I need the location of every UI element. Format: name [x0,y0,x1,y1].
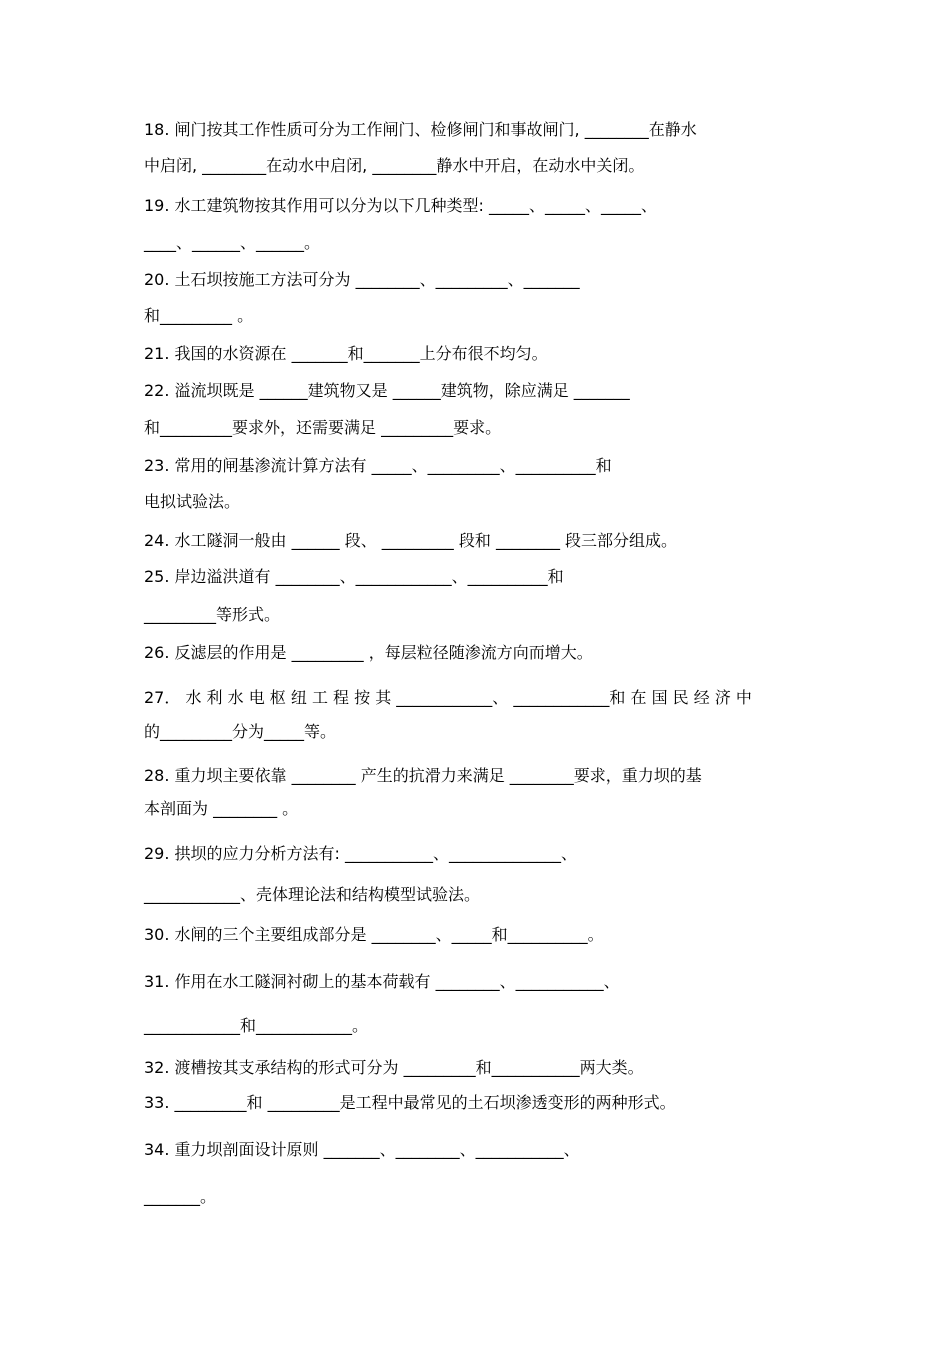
question-23-line-2: 电拟试验法。 [144,492,241,511]
question-32-line-1: 32. 渡槽按其支承结构的形式可分为 _________和___________两大类。 [144,1058,644,1077]
question-26-line-1: 26. 反滤层的作用是 _________ ，每层粒径随渗流方向而增大。 [144,643,593,662]
question-18-line-1: 18. 闸门按其工作性质可分为工作闸门、检修闸门和事故闸门, ________在静水 [144,120,697,139]
question-33-line-1: 33. _________和 _________是工程中最常见的土石坝渗透变形的两种形式。 [144,1093,676,1112]
question-18-line-2: 中启闭, ________在动水中启闭, ________静水中开启，在动水中关闭。 [144,156,645,175]
question-20-line-1: 20. 土石坝按施工方法可分为 ________、_________、_______ [144,270,580,289]
question-22-line-1: 22. 溢流坝既是 ______建筑物又是 ______建筑物，除应满足 _______ [144,381,630,400]
question-24-line-1: 24. 水工隧洞一般由 ______ 段、 _________ 段和 ________ 段三部分组成。 [144,531,678,550]
question-28-line-1: 28. 重力坝主要依靠 ________ 产生的抗滑力来满足 ________要求，重力坝的基 [144,766,702,785]
question-21-line-1: 21. 我国的水资源在 _______和_______上分布很不均匀。 [144,344,548,363]
question-29-line-2: ____________、壳体理论法和结构模型试验法。 [144,885,481,904]
question-23-line-1: 23. 常用的闸基渗流计算方法有 _____、_________、__________和 [144,456,612,475]
question-27-line-1: 27． 水 利 水 电 枢 纽 工 程 按 其 ____________、 ____________和 在 国 民 经 济 中 [144,688,752,707]
question-22-line-2: 和_________要求外，还需要满足 _________要求。 [144,418,502,437]
question-29-line-1: 29. 拱坝的应力分析方法有: ___________、______________、 [144,844,578,863]
question-34-line-1: 34. 重力坝剖面设计原则 _______、________、___________、 [144,1140,580,1159]
question-25-line-2: _________等形式。 [144,605,281,624]
question-20-line-2: 和_________ 。 [144,306,254,325]
question-30-line-1: 30. 水闸的三个主要组成部分是 ________、_____和__________。 [144,925,604,944]
question-19-line-2: ____、______、______。 [144,233,321,252]
question-31-line-1: 31. 作用在水工隧洞衬砌上的基本荷载有 ________、___________、 [144,972,620,991]
question-31-line-2: ____________和____________。 [144,1016,369,1035]
question-19-line-1: 19. 水工建筑物按其作用可以分为以下几种类型: _____、_____、_____、 [144,196,658,215]
question-27-line-2: 的_________分为_____等。 [144,722,337,741]
question-25-line-1: 25. 岸边溢洪道有 ________、____________、__________和 [144,567,564,586]
question-34-line-2: _______。 [144,1187,217,1206]
question-28-line-2: 本剖面为 ________ 。 [144,799,299,818]
